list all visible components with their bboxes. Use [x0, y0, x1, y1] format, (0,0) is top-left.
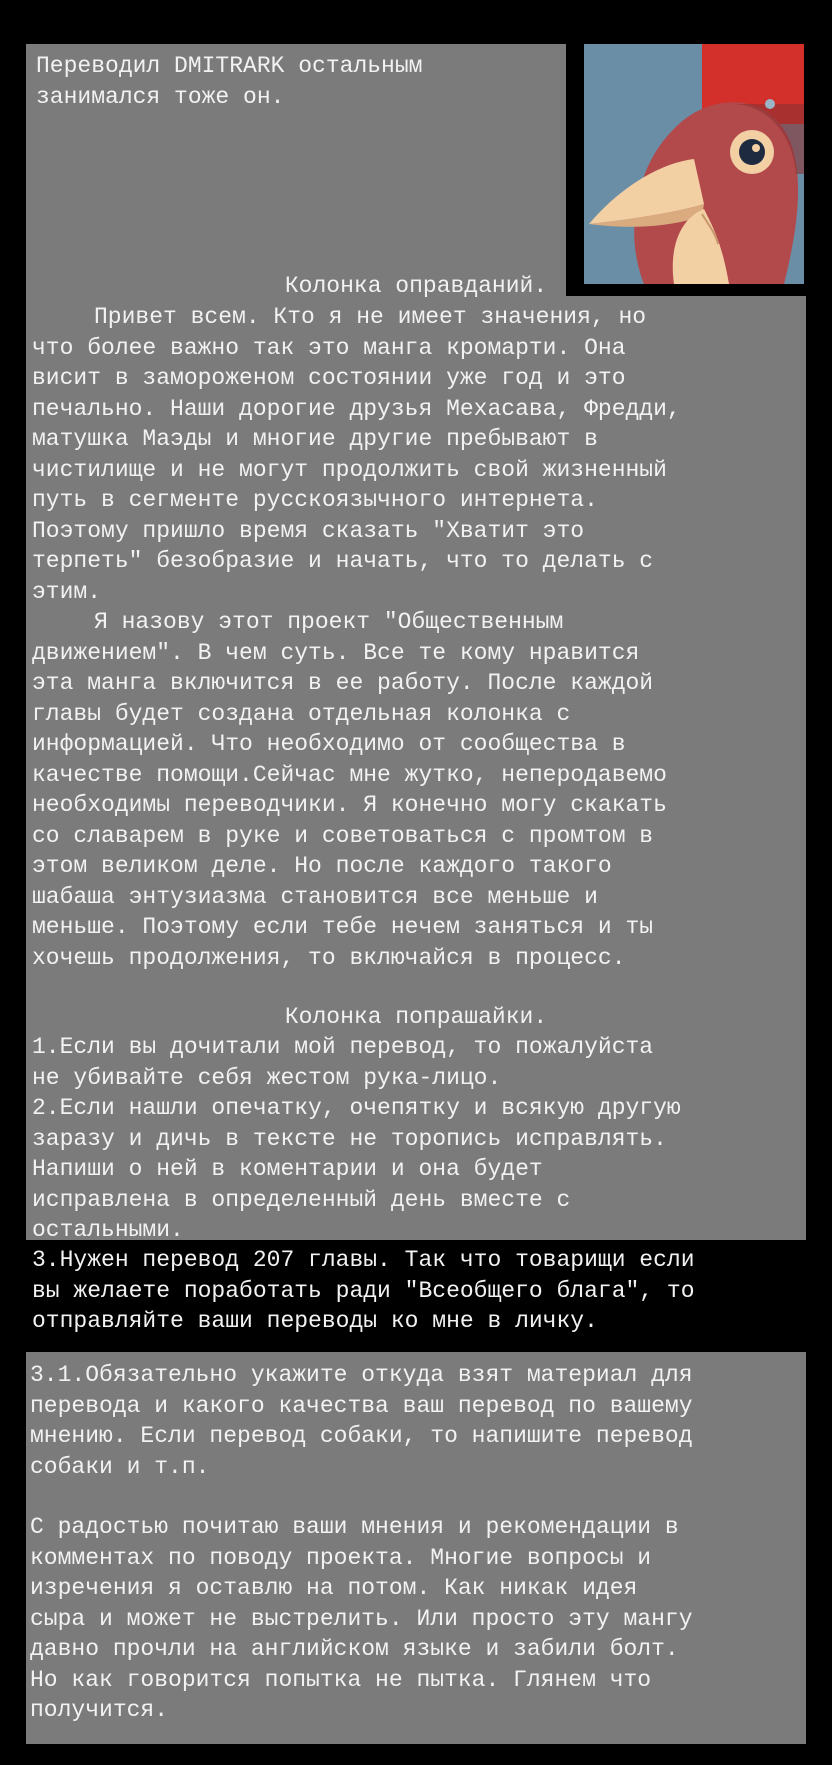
bird-portrait-icon	[584, 44, 804, 284]
paragraph-project: Я назову этот проект "Общественным движением". В чем суть. Все те кому нравится эта манга включится в ее работу. После каждой главы будет создана отдельная колонка с информацией. Что необходимо от сообщества в качестве помощи.Сейчас мне жутко, неперодавемо необходимы переводчики. Я конечно могу скакать со славарем в руке и советоваться с промтом в этом великом деле. Но после каждого такого шабаша энтузиазма становится все меньше и меньше. Поэтому если тебе нечем заняться и ты хочешь продолжения, то включайся в процесс.	[32, 609, 667, 971]
list-item-3: 3.Нужен перевод 207 главы. Так что товарищи если вы желаете поработать ради "Всеобщего блага", то отправляйте ваши переводы ко мне в личку.	[32, 1247, 695, 1334]
list-item-2: 2.Если нашли опечатку, очепятку и всякую другую заразу и дичь в тексте не торопись исправлять. Напиши о ней в коментарии и она будет исправлена в определенный день вместе с остальными.	[32, 1095, 681, 1243]
credits-text: Переводил DMITRARK остальным занимался тоже он.	[36, 53, 423, 110]
list-item-3-1: 3.1.Обязательно укажите откуда взят материал для перевода и какого качества ваш перевод по вашему мнению. Если перевод собаки, то напишите перевод собаки и т.п.	[30, 1362, 693, 1480]
list-item-1: 1.Если вы дочитали мой перевод, то пожалуйста не убивайте себя жестом рука-лицо.	[32, 1034, 654, 1091]
section-title-justifications: Колонка оправданий.	[284, 273, 548, 299]
section-title-requests: Колонка попрашайки.	[284, 1004, 548, 1030]
paragraph-intro: Привет всем. Кто я не имеет значения, но что более важно так это манга кромарти. Она висит в замороженом состоянии уже год и это печально. Наши дорогие друзья Мехасава, Фредди, матушка Маэды и многие другие пребывают в чистилище и не могут продолжить свой жизненный путь в сегменте русскоязычного интернета. Поэтому пришло время сказать "Хватит это терпеть" безобразие и начать, что то делать с этим.	[32, 304, 681, 605]
closing-paragraph: С радостью почитаю ваши мнения и рекомендации в комментах по поводу проекта. Многие вопросы и изречения я оставлю на потом. Как никак идея сыра и может не выстрелить. Или просто эту мангу давно прочли на английском языке и забили болт. Но как говорится попытка не пытка. Глянем что получится.	[30, 1514, 693, 1723]
